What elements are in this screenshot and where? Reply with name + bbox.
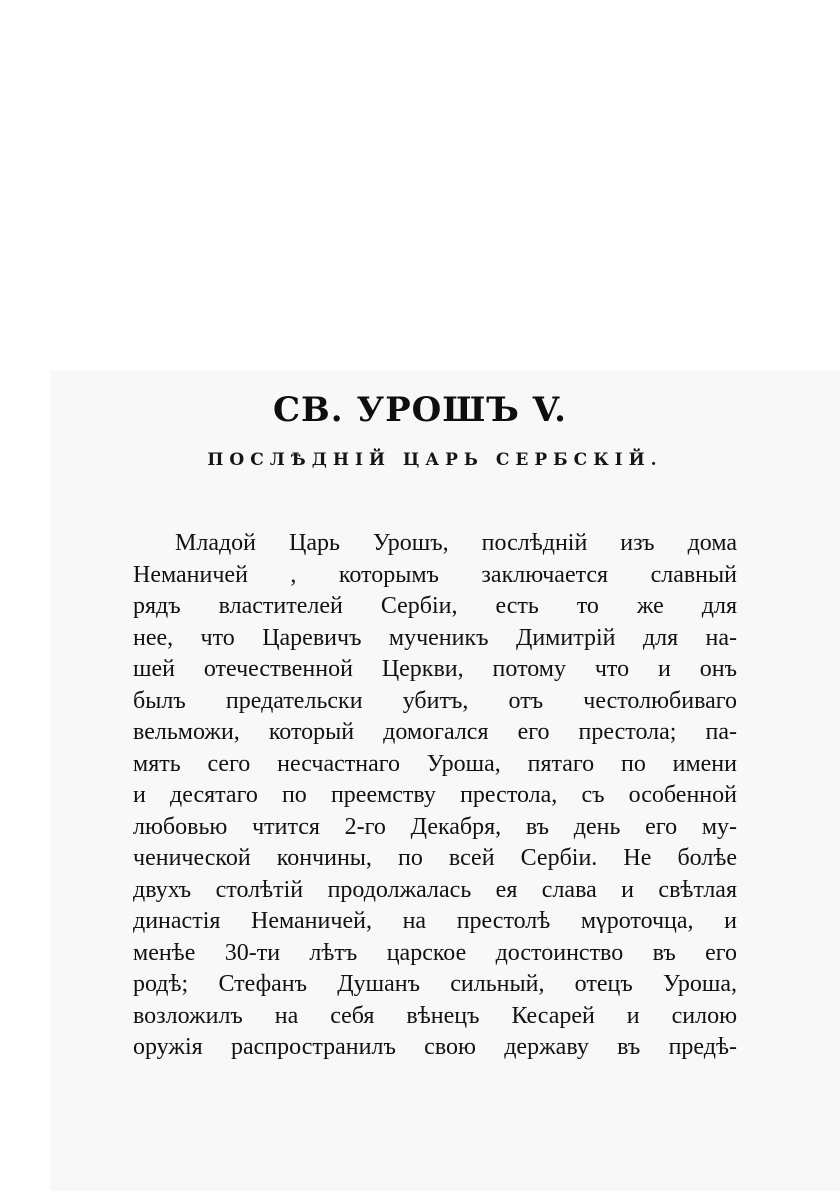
chapter-title: СВ. УРОШЪ V. [273,390,567,430]
text-line: родѣ; Стефанъ Душанъ сильный, отецъ Уроша, [133,971,737,997]
paragraph [133,528,737,1064]
text-line: мять сего несчастнаго Уроша, пятаго по имени [133,750,737,777]
text-line: шей отечественной Церкви, потому что и онъ [133,656,737,682]
text-line: Младой Царь Урошъ, послѣдній изъ дома [175,530,737,556]
text-line: менѣе 30-ти лѣтъ царское достоинство въ его [133,939,737,966]
text-line: ченической кончины, по всей Сербіи. Не болѣе [133,845,737,871]
chapter-subtitle: ПОСЛѢДНІЙ ЦАРЬ СЕРБСКІЙ. [207,450,663,470]
text-line: любовью чтится 2-го Декабря, въ день его му- [133,813,737,840]
text-line: династія Неманичей, на престолѣ мγроточца, и [133,908,737,934]
text-line: оружія распространилъ свою державу въ предѣ- [133,1034,737,1060]
text-line: нее, что Царевичъ мученикъ Димитрій для на- [133,624,737,651]
text-line: Неманичей , которымъ заключается славный [133,561,737,588]
text-line: вельможи, который домогался его престола; па- [133,719,737,745]
text-line: рядъ властителей Сербіи, есть то же для [133,593,737,619]
text-line: былъ предательски убитъ, отъ честолюбиваго [133,687,737,714]
text-line: и десятаго по преемству престола, съ особенной [133,782,737,808]
text-line: возложилъ на себя вѣнецъ Кесарей и силою [133,1002,737,1029]
text-line: двухъ столѣтій продолжалась ея слава и свѣтлая [133,876,737,903]
